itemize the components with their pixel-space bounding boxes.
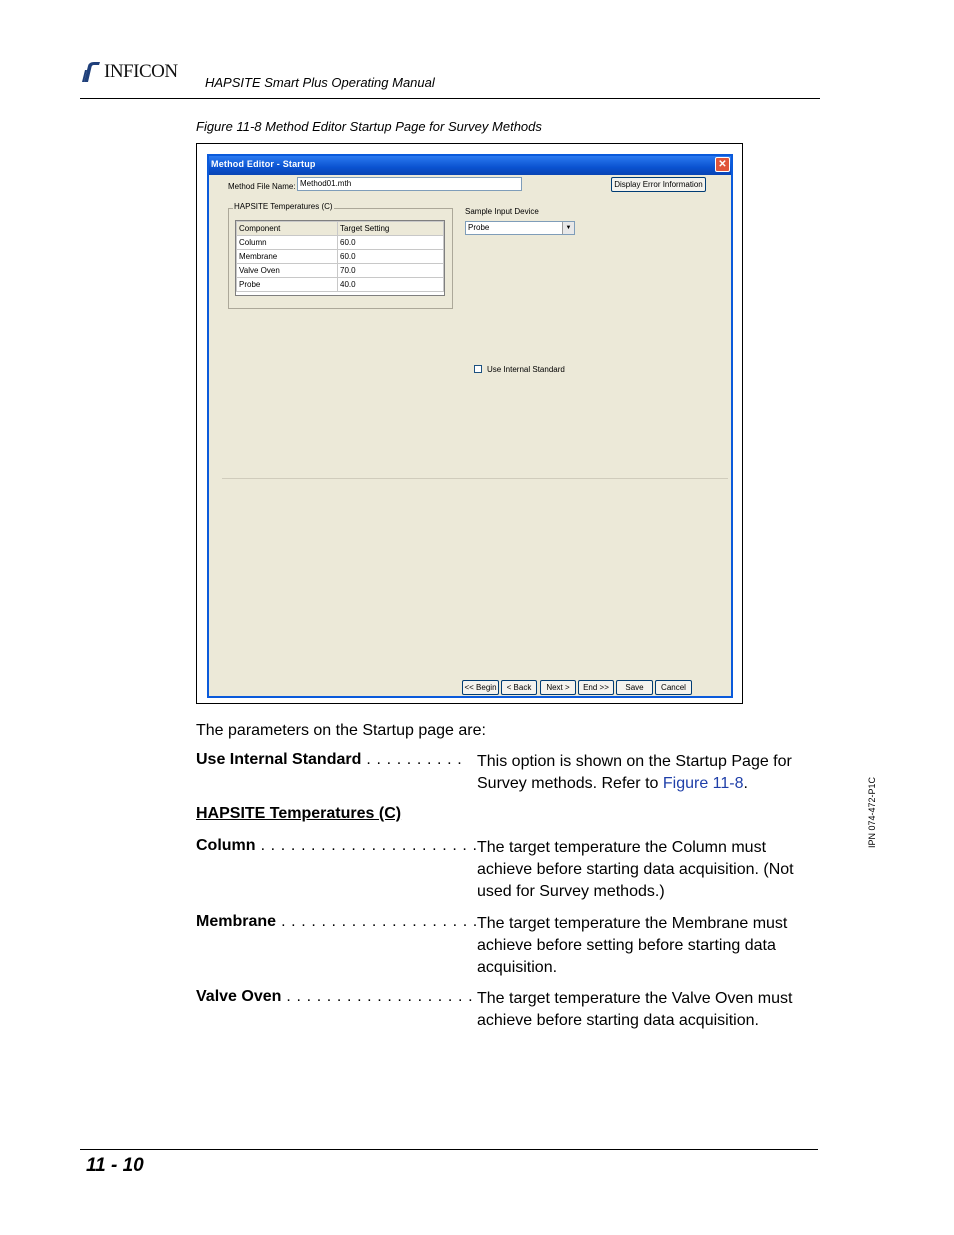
term-label: Column	[196, 837, 256, 854]
leader-dots: . . . . . . . . . .	[361, 751, 463, 768]
term-use-internal-standard	[196, 751, 462, 769]
desc-valve-oven: The target temperature the Valve Oven must achieve before starting data acquisition.	[477, 990, 793, 1029]
term-label: Membrane	[196, 913, 277, 930]
page-number: 11 - 10	[86, 1155, 144, 1176]
desc-use-internal-standard	[477, 751, 822, 795]
term-membrane	[196, 913, 478, 931]
cancel-button[interactable]: Cancel	[655, 680, 692, 695]
table-row	[237, 264, 444, 278]
intro-paragraph: The parameters on the Startup page are:	[196, 722, 486, 739]
term-column	[196, 837, 478, 855]
term-label: Use Internal Standard	[196, 751, 362, 768]
back-button[interactable]: < Back	[501, 680, 537, 695]
inficon-logo-mark-icon	[80, 60, 102, 84]
target-setting-cell[interactable]: 60.0	[338, 236, 444, 250]
desc-column: The target temperature the Column must achieve before starting data acquisition. (Not used for Survey methods.)	[477, 839, 794, 900]
inficon-logo	[80, 58, 178, 86]
sample-input-device-label: Sample Input Device	[465, 207, 539, 216]
leader-dots: . . . . . . . . . . . . . . . . . . . .	[276, 913, 478, 930]
use-internal-standard-checkbox[interactable]	[474, 365, 482, 373]
table-row	[237, 236, 444, 250]
table-row	[237, 278, 444, 292]
table-header-row	[237, 222, 444, 236]
display-error-information-button[interactable]: Display Error Information	[611, 177, 706, 192]
temperatures-grid	[235, 220, 445, 296]
column-header-target-setting: Target Setting	[338, 222, 444, 236]
method-file-name-input[interactable]: Method01.mth	[297, 177, 522, 191]
desc-membrane: The target temperature the Membrane must achieve before setting before starting data acquisition.	[477, 915, 788, 976]
desc-text: This option is shown on the Startup Page for Survey methods. Refer to	[477, 753, 792, 792]
divider	[222, 478, 728, 479]
table-row	[237, 250, 444, 264]
ipn-code: IPN 074-472-P1C	[867, 776, 877, 848]
term-label: Valve Oven	[196, 988, 282, 1005]
window-titlebar[interactable]	[209, 156, 731, 175]
save-button[interactable]: Save	[616, 680, 653, 695]
method-editor-window	[207, 154, 733, 698]
footer-rule	[80, 1149, 818, 1150]
target-setting-cell[interactable]: 70.0	[338, 264, 444, 278]
figure-link[interactable]: Figure 11-8	[662, 775, 744, 792]
figure-caption: Figure 11-8 Method Editor Startup Page for Survey Methods	[196, 119, 542, 134]
target-setting-cell[interactable]: 40.0	[338, 278, 444, 292]
end-button[interactable]: End >>	[578, 680, 614, 695]
sample-input-device-select[interactable]	[465, 221, 575, 235]
leader-dots: . . . . . . . . . . . . . . . . . . .	[281, 988, 474, 1005]
close-icon[interactable]: ✕	[715, 157, 730, 172]
use-internal-standard-label: Use Internal Standard	[487, 365, 565, 374]
term-valve-oven	[196, 988, 473, 1006]
method-file-name-label: Method File Name:	[228, 182, 296, 191]
window-title: Method Editor - Startup	[211, 159, 316, 169]
sample-input-device-value: Probe	[468, 223, 490, 232]
temperatures-table	[236, 221, 444, 292]
target-setting-cell[interactable]: 60.0	[338, 250, 444, 264]
component-cell: Column	[237, 236, 338, 250]
logo-text: INFICON	[104, 61, 178, 82]
chevron-down-icon[interactable]: ▼	[562, 222, 574, 234]
desc-text-end: .	[743, 775, 748, 792]
leader-dots: . . . . . . . . . . . . . . . . . . . . . .	[255, 837, 478, 854]
next-button[interactable]: Next >	[540, 680, 576, 695]
document-title: HAPSITE Smart Plus Operating Manual	[205, 75, 435, 90]
header-rule	[80, 98, 820, 99]
temperatures-heading: HAPSITE Temperatures (C)	[196, 805, 402, 822]
figure-frame	[196, 143, 743, 704]
column-header-component: Component	[237, 222, 338, 236]
hapsite-temperatures-group-label: HAPSITE Temperatures (C)	[234, 202, 333, 211]
component-cell: Probe	[237, 278, 338, 292]
component-cell: Membrane	[237, 250, 338, 264]
component-cell: Valve Oven	[237, 264, 338, 278]
begin-button[interactable]: << Begin	[462, 680, 499, 695]
